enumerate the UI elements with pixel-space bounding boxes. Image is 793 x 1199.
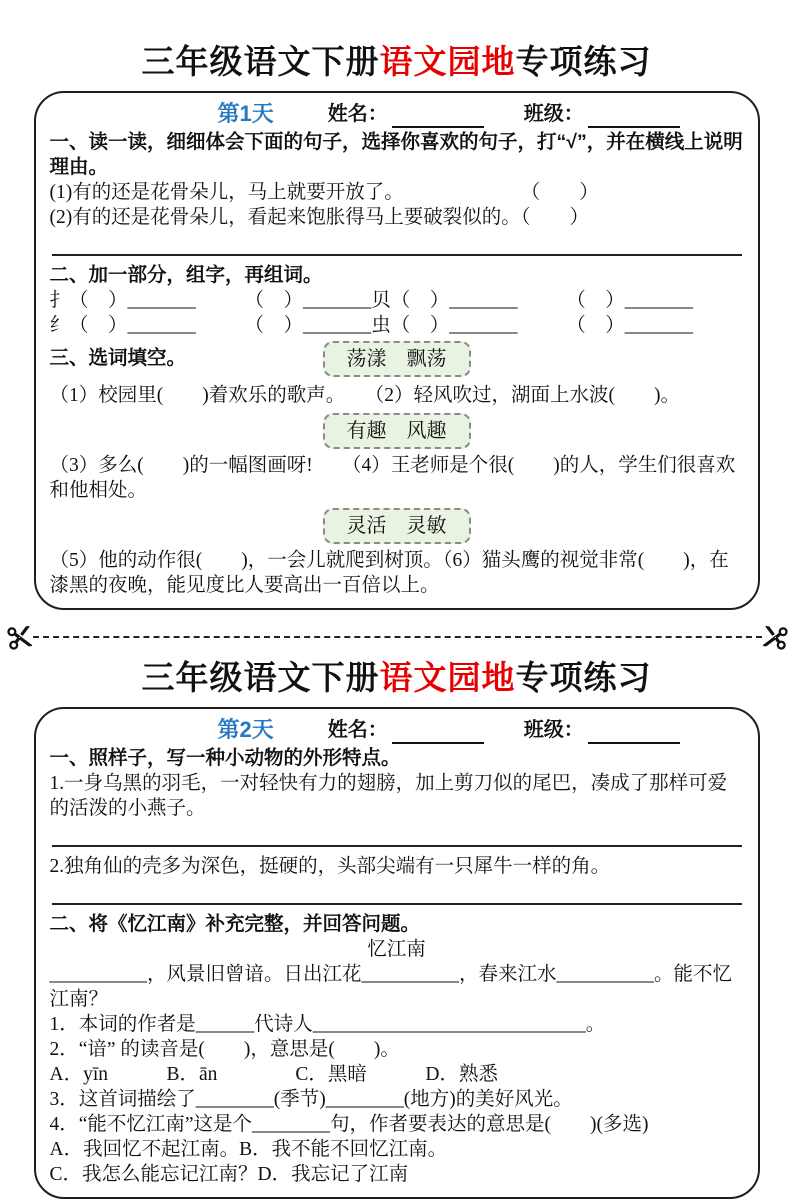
- question-text: 纟（ ）_______ （ ）_______虫（ ）_______ （ ）_______: [49, 315, 694, 336]
- title-highlight: 语文园地: [379, 43, 516, 80]
- title-text-left: 三年级语文下册: [141, 659, 380, 696]
- option-row: A．yīn B．ān C．黑暗 D．熟悉: [49, 1064, 499, 1085]
- scissors-icon: [4, 622, 34, 652]
- cut-line: [0, 622, 793, 652]
- question-row: [50, 341, 744, 383]
- question-text: 4．“能不忆江南”这是个________句，作者要表达的意思是( )(多选): [49, 1114, 649, 1135]
- class-label: 班级：: [523, 719, 584, 741]
- question-title: 一、读一读，细细体会下面的句子，选择你喜欢的句子，打“√”，并在横线上说明理由。: [49, 131, 743, 178]
- question-text: (1)有的还是花骨朵儿，马上就要开放了。 （ ）: [49, 182, 599, 203]
- name-field: [328, 100, 484, 128]
- word-bank-row: [50, 508, 744, 544]
- question-text: 1.一身乌黑的羽毛，一对轻快有力的翅膀，加上剪刀似的尾巴，凑成了那样可爱的活泼的小燕子。: [49, 773, 728, 819]
- question-text: 2.独角仙的壳多为深色，挺硬的，头部尖端有一只犀牛一样的角。: [49, 856, 611, 877]
- option-row: C．我怎么能忘记江南？D．我忘记了江南: [49, 1164, 409, 1185]
- answer-line: [52, 821, 742, 847]
- class-blank-line: [588, 104, 680, 128]
- option-row: A．我回忆不起江南。B．我不能不回忆江南。: [49, 1139, 448, 1160]
- day-label: 第1天: [217, 101, 274, 126]
- day-label: 第2天: [217, 717, 274, 742]
- title-highlight: 语文园地: [379, 659, 516, 696]
- word-bank-row: [50, 413, 744, 449]
- word-bank-box: 有趣 风趣: [323, 413, 471, 449]
- title-text-right: 专项练习: [515, 659, 652, 696]
- question-text: 扌（ ）_______ （ ）_______贝（ ）_______ （ ）_______: [49, 290, 694, 311]
- scissors-icon: [760, 622, 790, 652]
- question-text: （1）校园里( )着欢乐的歌声。 （2）轻风吹过，湖面上水波( )。: [49, 385, 680, 406]
- question-text: （5）他的动作很( )，一会儿就爬到树顶。（6）猫头鹰的视觉非常( )，在漆黑的夜晚，能见度比人要高出一百倍以上。: [49, 550, 729, 596]
- class-field: [524, 100, 680, 128]
- name-label: 姓名：: [327, 719, 388, 741]
- answer-line: [52, 879, 742, 905]
- question-title: 一、照样子，写一种小动物的外形特点。: [49, 747, 401, 769]
- poem-title: 忆江南: [367, 939, 426, 960]
- question-text: (2)有的还是花骨朵儿，看起来饱胀得马上要破裂似的。（ ）: [49, 207, 589, 228]
- worksheet-day1: [34, 91, 760, 610]
- question-text: 1．本词的作者是______代诗人____________________________。: [49, 1014, 606, 1035]
- title-text-right: 专项练习: [515, 43, 652, 80]
- poem-text: __________，风景旧曾谙。日出江花__________，春来江水__________。能不忆江南？: [49, 964, 733, 1010]
- answer-line: [52, 230, 742, 256]
- question-text: 3．这首词描绘了________(季节)________(地方)的美好风光。: [49, 1089, 573, 1110]
- class-field: [524, 716, 680, 744]
- question-text: （3）多么( )的一幅图画呀! （4）王老师是个很( )的人，学生们很喜欢和他相处。: [49, 455, 736, 501]
- question-title: 二、将《忆江南》补充完整，并回答问题。: [49, 913, 421, 935]
- sheet-header: [50, 716, 744, 744]
- name-field: [328, 716, 484, 744]
- name-blank-line: [392, 104, 484, 128]
- worksheet-title: [0, 652, 793, 707]
- name-label: 姓名：: [327, 103, 388, 125]
- class-label: 班级：: [523, 103, 584, 125]
- question-text: 2．“谙” 的读音是( )，意思是( )。: [49, 1039, 400, 1060]
- class-blank-line: [588, 720, 680, 744]
- worksheet-title: [0, 0, 793, 91]
- question-title: 二、加一部分，组字，再组词。: [49, 264, 323, 286]
- sheet-header: [50, 100, 744, 128]
- cut-dash-line: [33, 636, 762, 638]
- word-bank-box: 荡漾 飘荡: [323, 341, 471, 377]
- title-text-left: 三年级语文下册: [141, 43, 380, 80]
- name-blank-line: [392, 720, 484, 744]
- question-title: 三、选词填空。: [49, 347, 187, 369]
- worksheet-day2: [34, 707, 760, 1199]
- word-bank-box: 灵活 灵敏: [323, 508, 471, 544]
